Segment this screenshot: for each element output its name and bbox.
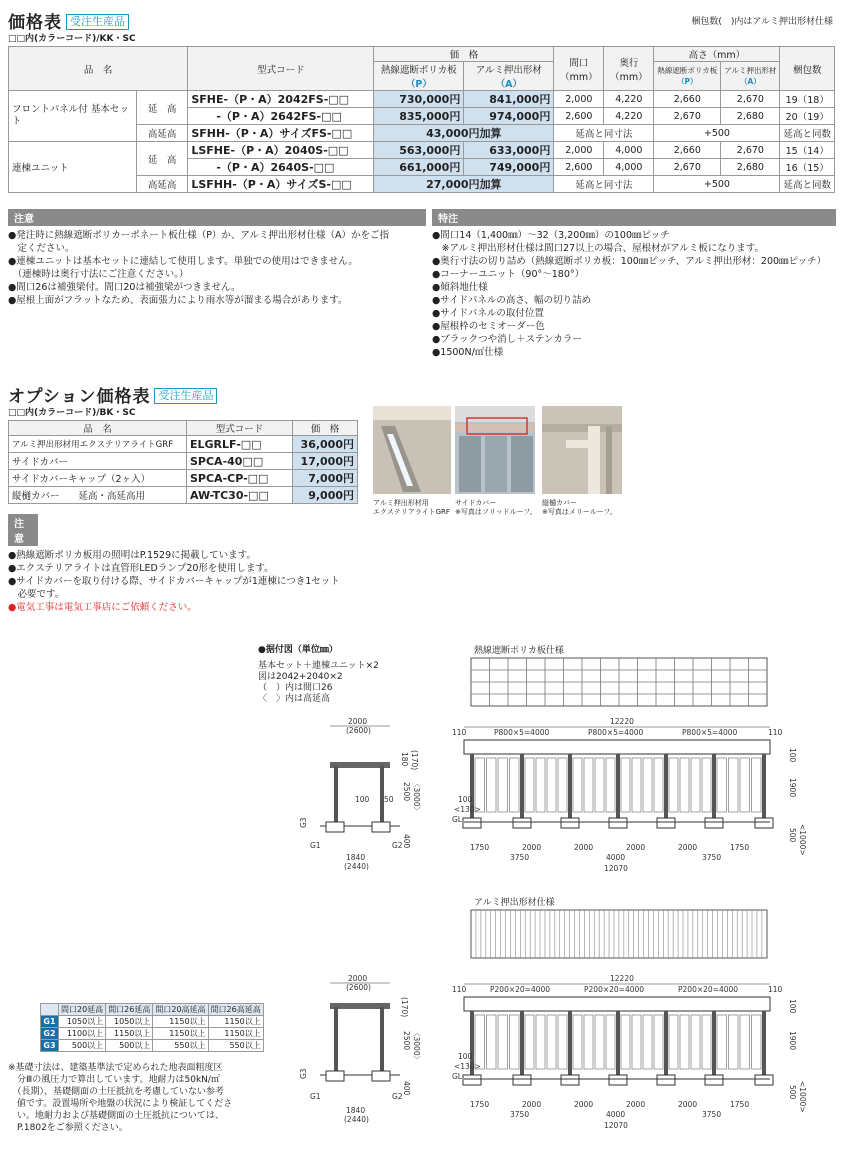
svg-text:(170): (170) xyxy=(410,750,419,771)
svg-text:<1000>: <1000> xyxy=(798,1081,807,1113)
header-h-alum: アルミ押出形材 （A） xyxy=(721,62,780,91)
poly-spec-title: 熱線遮断ポリカ板仕様 xyxy=(474,646,564,656)
header-poly: 熱線遮断ポリカ板 （P） xyxy=(374,62,464,91)
svg-text:<130>: <130> xyxy=(454,805,481,814)
svg-text:2000: 2000 xyxy=(626,843,646,852)
svg-text:100: 100 xyxy=(788,999,797,1014)
svg-text:1840: 1840 xyxy=(346,853,366,862)
feature-line: ●1500N/㎡仕様 xyxy=(432,347,504,358)
made-to-order-tag: 受注生産品 xyxy=(66,14,129,30)
features-heading: 特注 xyxy=(432,209,836,226)
svg-text:G1: G1 xyxy=(310,841,321,850)
svg-text:110: 110 xyxy=(452,985,467,994)
table-row: 縦樋カバー 延高・高延高用 AW-TC30-□□ 9,000円 xyxy=(9,487,358,504)
svg-text:GL: GL xyxy=(452,1072,462,1081)
feature-line: ●ブラックつや消し＋ステンカラー xyxy=(432,334,582,345)
color-code-label: □□内(カラーコード)/KK・SC xyxy=(8,34,136,44)
svg-text:3750: 3750 xyxy=(510,853,530,862)
side-cover-photo xyxy=(455,406,535,494)
header-price: 価 格 xyxy=(374,47,554,62)
svg-text:100: 100 xyxy=(458,1052,473,1061)
svg-text:P800×5=4000: P800×5=4000 xyxy=(682,728,738,737)
notes-heading: 注意 xyxy=(8,209,426,226)
header-code: 型式コード xyxy=(188,47,374,91)
feature-line: ●屋根枠のセミオーダー色 xyxy=(432,321,545,332)
header-width: 間口 （mm） xyxy=(554,47,604,91)
notes-block xyxy=(8,209,426,307)
option-tag: 受注生産品 xyxy=(154,388,217,404)
note-line: （連棟時は奥行寸法にご注意ください。） xyxy=(8,269,189,280)
feature-line: ※アルミ押出形材仕様は間口27以上の場合、屋根材がアルミ板になります。 xyxy=(432,243,765,254)
exterior-light-photo xyxy=(373,406,451,494)
svg-text:1750: 1750 xyxy=(730,1100,750,1109)
feature-line: ●サイドパネルの取付位置 xyxy=(432,308,544,319)
svg-text:GL: GL xyxy=(452,815,462,824)
svg-text:(2600): (2600) xyxy=(346,983,371,992)
photo-light: アルミ押出形材用 エクステリアライトGRF xyxy=(373,406,451,517)
header-name: 品 名 xyxy=(9,47,188,91)
svg-text:12220: 12220 xyxy=(610,974,634,983)
svg-text:2000: 2000 xyxy=(574,843,594,852)
table-row: サイドカバー SPCA-40□□ 17,000円 xyxy=(9,453,358,470)
svg-text:1900: 1900 xyxy=(788,778,797,798)
table-row: 連棟ユニット 延 高 LSFHE-（P・A）2040S-□□ 563,000円 633,000円 2,000 4,000 2,660 2,670 15（14） xyxy=(9,142,835,159)
note-line: ●発注時に熱線遮断ポリカーボネート板仕様（P）か、アルミ押出形材仕様（A）かをご指 xyxy=(8,230,390,241)
header-packs: 梱包数 xyxy=(780,47,835,91)
option-color-code: □□内(カラーコード)/BK・SC xyxy=(8,408,136,418)
svg-text:400: 400 xyxy=(402,1081,411,1096)
photo-downspout-cover: 縦樋カバー ※写真はメリールーフ。 xyxy=(542,406,622,517)
alum-roof-plan xyxy=(470,909,770,961)
svg-text:400: 400 xyxy=(402,834,411,849)
header-h-poly: 熱線遮断ポリカ板 （P） xyxy=(654,62,721,91)
svg-text:2000: 2000 xyxy=(522,1100,542,1109)
svg-text:(2440): (2440) xyxy=(344,862,369,871)
packing-note: 梱包数( )内はアルミ押出形材仕様 xyxy=(691,17,833,27)
header-depth: 奥行 （mm） xyxy=(604,47,654,91)
svg-text:110: 110 xyxy=(768,728,783,737)
svg-text:4000: 4000 xyxy=(606,1110,626,1119)
electrical-work-note: ●電気工事は電気工事店にご依頼ください。 xyxy=(8,602,197,613)
feature-line: ●奥行寸法の切り詰め（熱線遮断ポリカ板：100㎜ピッチ、アルミ押出形材：200㎜ピッチ） xyxy=(432,256,827,267)
alum-spec-title: アルミ押出形材仕様 xyxy=(474,898,555,908)
page-title: 価格表 xyxy=(8,13,62,33)
foundation-size-table: 間口20延高 間口26延高 間口20高延高 間口26高延高 G1 1050以上 1050以上 1150以上 1150以上 G2 1100以上 1150以上 1150以上 1150以上 G3 500以上 500以上 550以上 550以上 xyxy=(40,1003,264,1052)
svg-text:12070: 12070 xyxy=(604,864,628,873)
svg-text:500: 500 xyxy=(788,1085,797,1100)
svg-text:2000: 2000 xyxy=(678,843,698,852)
svg-text:110: 110 xyxy=(768,985,783,994)
svg-text:1750: 1750 xyxy=(730,843,750,852)
svg-text:P800×5=4000: P800×5=4000 xyxy=(588,728,644,737)
note-line: ●連棟ユニットは基本セットに連結して使用します。単独での使用はできません。 xyxy=(8,256,358,267)
svg-text:1840: 1840 xyxy=(346,1106,366,1115)
svg-text:(170): (170) xyxy=(400,997,409,1018)
price-section-title xyxy=(8,8,129,33)
svg-text:2000: 2000 xyxy=(574,1100,594,1109)
option-notes-heading: 注意 xyxy=(8,514,38,546)
header-height: 高さ（mm） xyxy=(654,47,780,62)
svg-text:2000: 2000 xyxy=(348,974,368,983)
side-elevation-poly xyxy=(300,718,420,878)
note-line: ●間口26は補強梁付。間口20は補強梁がつきません。 xyxy=(8,282,241,293)
table-row: G3 500以上 500以上 550以上 550以上 xyxy=(41,1040,264,1052)
svg-text:2000: 2000 xyxy=(348,717,368,726)
photo-side-cover: サイドカバー ※写真はソリッドルーフ。 xyxy=(455,406,537,517)
svg-text:P200×20=4000: P200×20=4000 xyxy=(490,985,551,994)
note-line: 定ください。 xyxy=(8,243,75,254)
front-elevation-poly xyxy=(450,718,830,878)
table-row: -（P・A）2640S-□□ 661,000円 749,000円 2,600 4,000 2,670 2,680 16（15） xyxy=(9,159,835,176)
svg-text:3750: 3750 xyxy=(510,1110,530,1119)
svg-text:4000: 4000 xyxy=(606,853,626,862)
svg-text:G2: G2 xyxy=(392,841,403,850)
svg-text:(2440): (2440) xyxy=(344,1115,369,1124)
svg-text:180: 180 xyxy=(400,752,409,767)
table-row: 高延高 LSFHH-（P・A）サイズS-□□ 27,000円加算 延高と同寸法 +500 延高と同数 xyxy=(9,176,835,193)
svg-text:2000: 2000 xyxy=(678,1100,698,1109)
features-block xyxy=(432,209,836,359)
svg-text:100: 100 xyxy=(355,795,370,804)
poly-roof-plan xyxy=(470,657,770,709)
feature-line: ●間口14（1,400㎜）～32（3,200㎜）の100㎜ピッチ xyxy=(432,230,670,241)
svg-text:<1000>: <1000> xyxy=(798,824,807,856)
svg-text:110: 110 xyxy=(452,728,467,737)
svg-text:2000: 2000 xyxy=(522,843,542,852)
svg-text:3750: 3750 xyxy=(702,1110,722,1119)
downspout-cover-photo xyxy=(542,406,622,494)
svg-text:G3: G3 xyxy=(299,1068,308,1079)
option-section-title xyxy=(8,382,217,407)
svg-text:12220: 12220 xyxy=(610,717,634,726)
option-notes: 注意 ●熱線遮断ポリカ板用の照明はP.1529に掲載しています。 ●エクステリアライトは直管形LEDランプ20形を使用します。 ●サイドカバーを取り付ける際、サイドカバーキャップが1連棟につき1セット 必要です。 ●電気工事は電気工事店にご依頼ください。 xyxy=(8,514,358,614)
svg-text:1750: 1750 xyxy=(470,1100,490,1109)
svg-text:12070: 12070 xyxy=(604,1121,628,1130)
svg-text:〈3000〉: 〈3000〉 xyxy=(412,780,421,815)
option-title: オプション価格表 xyxy=(8,387,151,407)
svg-text:G2: G2 xyxy=(392,1092,403,1101)
front-elevation-alum xyxy=(450,975,830,1135)
svg-text:2000: 2000 xyxy=(626,1100,646,1109)
svg-text:P200×20=4000: P200×20=4000 xyxy=(584,985,645,994)
svg-text:(2600): (2600) xyxy=(346,726,371,735)
foundation-footnote: ※基礎寸法は、建築基準法で定められた地表面粗度区 分Ⅲの風圧力で算出しています。地耐力は50kN/㎡ （長期）、基礎側面の土圧抵抗を考慮していない参考 値です。設置場所や地盤の状況により検証してくださ い。地耐力および基礎側面の土圧抵抗については、 P.1802をご参照ください。 xyxy=(8,1063,233,1133)
option-table: 品 名 型式コード 価 格 アルミ押出形材用エクステリアライトGRF ELGRLF-□□ 36,000円 サイドカバー SPCA-40□□ 17,000円 サイドカバーキャップ（2ヶ入） SPCA-CP-□□ 7,000円 縦樋カバー 延高・高延高用 AW-TC30-□□ 9,000円 xyxy=(8,420,358,504)
svg-text:2500: 2500 xyxy=(402,1031,411,1051)
svg-text:〈3000〉: 〈3000〉 xyxy=(412,1029,421,1064)
drawing-caption: ●据付図（単位㎜） 基本セット＋連棟ユニット×2 図は2042+2040×2 （ ）内は間口26 〈 〉内は高延高 xyxy=(258,645,379,704)
svg-text:2500: 2500 xyxy=(402,782,411,802)
svg-text:100: 100 xyxy=(458,795,473,804)
note-line: ●屋根上面がフラットなため、表面張力により雨水等が溜まる場合があります。 xyxy=(8,295,348,306)
svg-text:P800×5=4000: P800×5=4000 xyxy=(494,728,550,737)
feature-line: ●傾斜地仕様 xyxy=(432,282,488,293)
table-row: フロントパネル付 基本セット 延 高 SFHE-（P・A）2042FS-□□ 730,000円 841,000円 2,000 4,220 2,660 2,670 19（18） xyxy=(9,91,835,108)
feature-line: ●サイドパネルの高さ、幅の切り詰め xyxy=(432,295,592,306)
svg-text:500: 500 xyxy=(788,828,797,843)
svg-text:100: 100 xyxy=(788,748,797,763)
table-row: アルミ押出形材用エクステリアライトGRF ELGRLF-□□ 36,000円 xyxy=(9,436,358,453)
table-row: サイドカバーキャップ（2ヶ入） SPCA-CP-□□ 7,000円 xyxy=(9,470,358,487)
table-row: G2 1100以上 1150以上 1150以上 1150以上 xyxy=(41,1028,264,1040)
price-table xyxy=(8,46,835,193)
svg-text:1900: 1900 xyxy=(788,1031,797,1051)
svg-text:50: 50 xyxy=(384,795,394,804)
svg-text:G1: G1 xyxy=(310,1092,321,1101)
table-row: -（P・A）2642FS-□□ 835,000円 974,000円 2,600 4,220 2,670 2,680 20（19） xyxy=(9,108,835,125)
svg-text:3750: 3750 xyxy=(702,853,722,862)
header-alum: アルミ押出形材 （A） xyxy=(464,62,554,91)
side-elevation-alum xyxy=(300,975,420,1135)
svg-text:P200×20=4000: P200×20=4000 xyxy=(678,985,739,994)
svg-text:<130>: <130> xyxy=(454,1062,481,1071)
feature-line: ●コーナーユニット（90°～180°） xyxy=(432,269,585,280)
svg-text:G3: G3 xyxy=(299,817,308,828)
table-row: 高延高 SFHH-（P・A）サイズFS-□□ 43,000円加算 延高と同寸法 +500 延高と同数 xyxy=(9,125,835,142)
svg-text:1750: 1750 xyxy=(470,843,490,852)
table-row: G1 1050以上 1050以上 1150以上 1150以上 xyxy=(41,1016,264,1028)
